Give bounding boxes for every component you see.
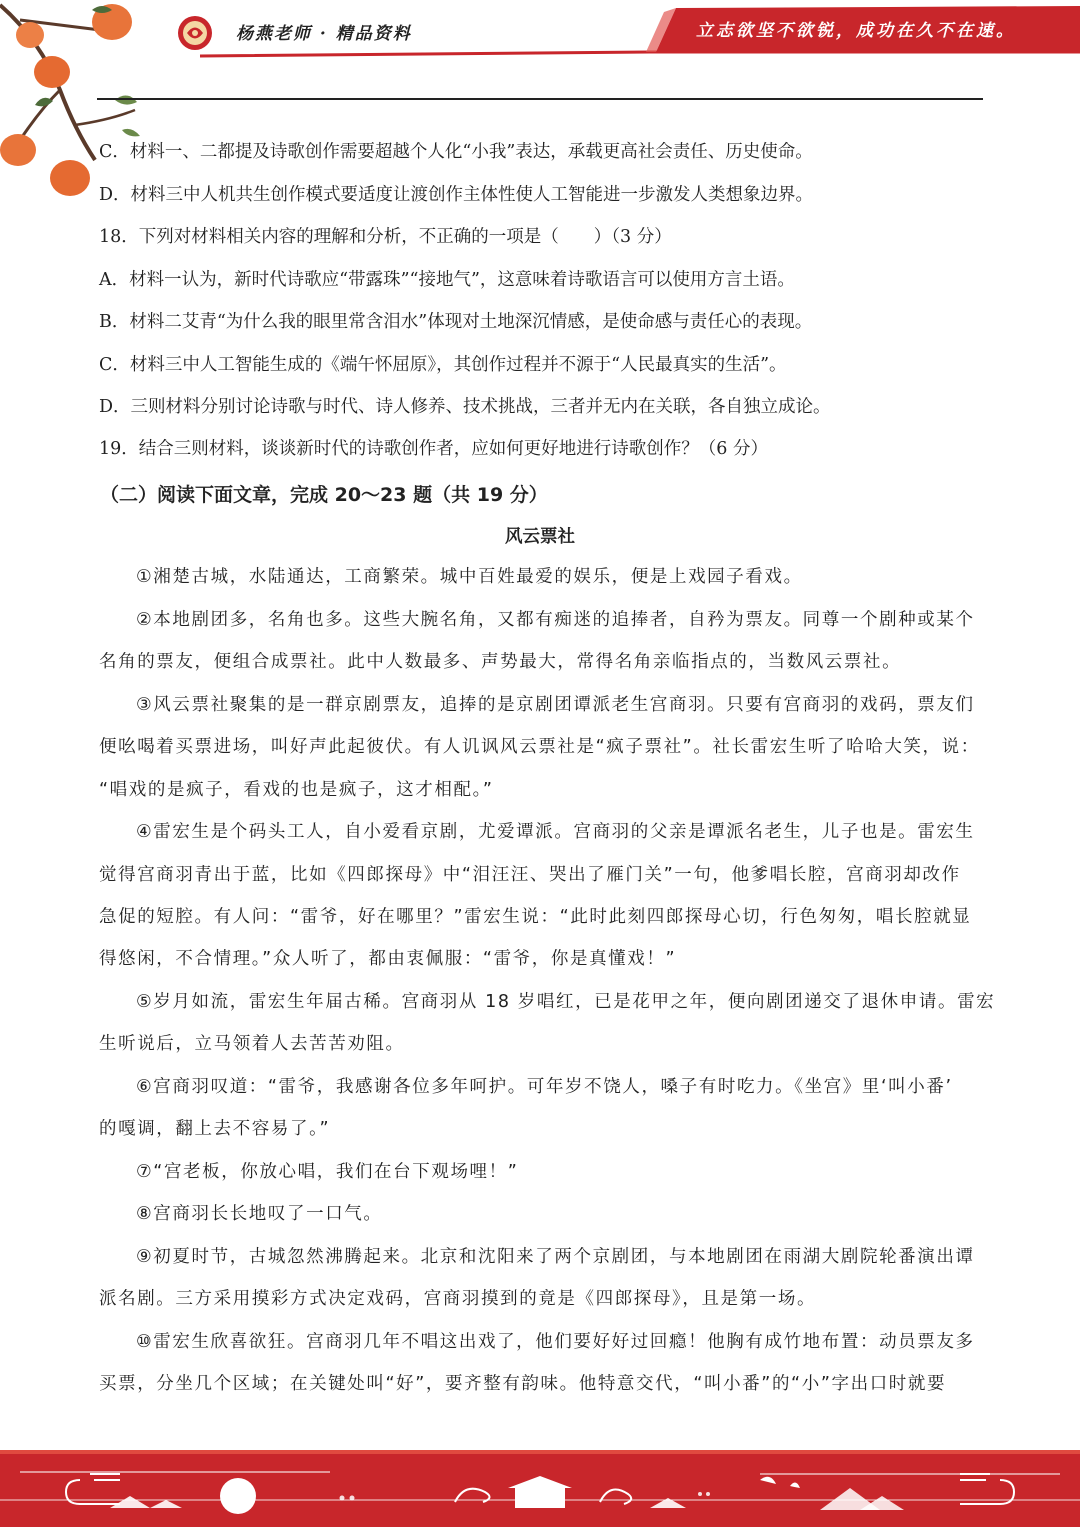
option-c-17: C．材料一、二都提及诗歌创作需要超越个人化“小我”表达，承载更高社会责任、历史使命。	[99, 142, 813, 162]
paragraph-line: ⑨初夏时节，古城忽然沸腾起来。北京和沈阳来了两个京剧团，与本地剧团在雨湖大剧院轮番演出谭	[136, 1247, 975, 1267]
paragraph-line: 便吆喝着买票进场，叫好声此起彼伏。有人讥讽风云票社是“疯子票社”。社长雷宏生听了哈哈大笑，说：	[99, 737, 980, 757]
page-header	[0, 0, 1080, 100]
paragraph-line: ⑤岁月如流，雷宏生年届古稀。宫商羽从 18 岁唱红，已是花甲之年，便向剧团递交了退休申请。雷宏	[136, 992, 996, 1012]
paragraph-line: 买票，分坐几个区域；在关键处叫“好”，要齐整有韵味。他特意交代，“叫小番”的“小”字出口时就要	[99, 1374, 947, 1394]
paragraph-line: 生听说后，立马领着人去苦苦劝阻。	[99, 1034, 405, 1054]
paragraph-line: 的嘎调，翻上去不容易了。”	[99, 1119, 331, 1139]
question-19: 19．结合三则材料，谈谈新时代的诗歌创作者，应如何更好地进行诗歌创作？（6 分）	[99, 439, 768, 459]
question-18: 18．下列对材料相关内容的理解和分析，不正确的一项是（ ）（3 分）	[99, 227, 672, 247]
paragraph-line: ⑦“宫老板，你放心唱，我们在台下观场哩！”	[136, 1162, 519, 1182]
header-rule	[97, 98, 983, 100]
paragraph-line: “唱戏的是疯子，看戏的也是疯子，这才相配。”	[99, 780, 494, 800]
brand-name: 杨燕老师 · 精品资料	[236, 24, 412, 44]
paragraph-line: ③风云票社聚集的是一群京剧票友，追捧的是京剧团谭派老生宫商羽。只要有宫商羽的戏码，票友们	[136, 695, 975, 715]
paragraph-line: ①湘楚古城，水陆通达，工商繁荣。城中百姓最爱的娱乐，便是上戏园子看戏。	[136, 567, 803, 587]
option-b-18: B．材料二艾青“为什么我的眼里常含泪水”体现对土地深沉情感，是使命感与责任心的表现。	[99, 312, 813, 332]
paragraph-line: ②本地剧团多，名角也多。这些大腕名角，又都有痴迷的追捧者，自矜为票友。同尊一个剧种或某个	[136, 610, 975, 630]
paragraph-line: 派名剧。三方采用摸彩方式决定戏码，宫商羽摸到的竟是《四郎探母》，且是第一场。	[99, 1289, 817, 1309]
section-heading: （二）阅读下面文章，完成 20～23 题（共 19 分）	[100, 484, 548, 506]
article-title: 风云票社	[505, 527, 575, 547]
paragraph-line: ⑥宫商羽叹道：“雷爷，我感谢各位多年呵护。可年岁不饶人，嗓子有时吃力。《坐宫》里‘叫小番’	[136, 1077, 953, 1097]
footer-decoration	[0, 1450, 1080, 1527]
option-d-18: D．三则材料分别讨论诗歌与时代、诗人修养、技术挑战，三者并无内在关联，各自独立成论。	[99, 397, 831, 417]
paragraph-line: ④雷宏生是个码头工人，自小爱看京剧，尤爱谭派。宫商羽的父亲是谭派名老生，儿子也是。雷宏生	[136, 822, 975, 842]
paragraph-line: 觉得宫商羽青出于蓝，比如《四郎探母》中“泪汪汪、哭出了雁门关”一句，他爹唱长腔，宫商羽却改作	[99, 865, 961, 885]
brand-logo-icon	[176, 14, 214, 52]
paragraph-line: ⑩雷宏生欣喜欲狂。宫商羽几年不唱这出戏了，他们要好好过回瘾！他胸有成竹地布置：动员票友多	[136, 1332, 975, 1352]
option-d-17: D．材料三中人机共生创作模式要适度让渡创作主体性使人工智能进一步激发人类想象边界。	[99, 185, 814, 205]
paragraph-line: 名角的票友，便组合成票社。此中人数最多、声势最大，常得名角亲临指点的，当数风云票社。	[99, 652, 902, 672]
option-a-18: A．材料一认为，新时代诗歌应“带露珠”“接地气”，这意味着诗歌语言可以使用方言土语。	[99, 270, 795, 290]
paragraph-line: ⑧宫商羽长长地叹了一口气。	[136, 1204, 383, 1224]
paragraph-line: 得悠闲，不合情理。”众人听了，都由衷佩服：“雷爷，你是真懂戏！”	[99, 949, 677, 969]
header-motto: 立志欲坚不欲锐，成功在久不在速。	[696, 21, 1016, 41]
paragraph-line: 急促的短腔。有人问：“雷爷，好在哪里？”雷宏生说：“此时此刻四郎探母心切，行色匆匆，唱长腔就显	[99, 907, 972, 927]
option-c-18: C．材料三中人工智能生成的《端午怀屈原》，其创作过程并不源于“人民最真实的生活”。	[99, 355, 787, 375]
persimmon-branch-decoration	[0, 0, 150, 210]
